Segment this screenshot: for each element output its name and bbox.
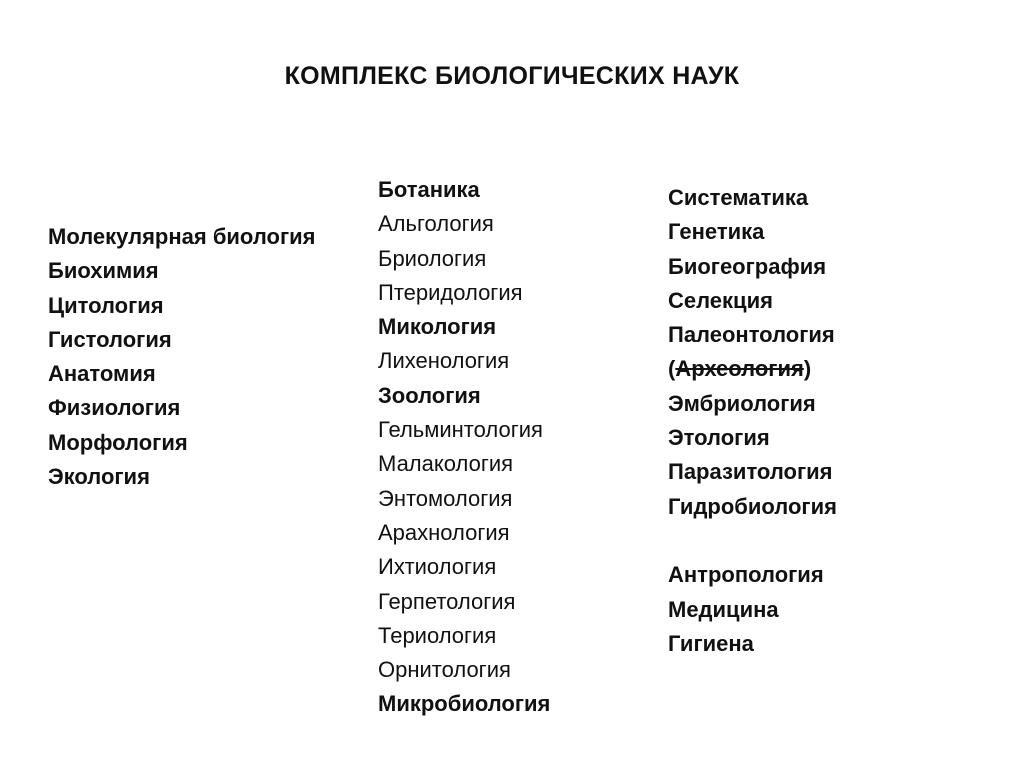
list-item: Альгология — [378, 211, 494, 237]
list-item: Орнитология — [378, 657, 511, 683]
list-item-archaeology — [668, 352, 837, 386]
list-item: Герпетология — [378, 588, 516, 614]
paren-close: ) — [803, 356, 812, 382]
list-item: Антропология — [668, 562, 824, 588]
paren-open: ( — [668, 356, 676, 382]
list-item: Анатомия — [48, 361, 156, 387]
list-item: Паразитология — [668, 459, 833, 485]
list-item: Гельминтология — [378, 417, 543, 443]
list-item: Палеонтология — [668, 322, 835, 348]
list-item: Арахнология — [378, 519, 510, 545]
slide-title: КОМПЛЕКС БИОЛОГИЧЕСКИХ НАУК — [284, 62, 740, 90]
list-item: Гидробиология — [668, 493, 837, 519]
list-item-heading: Микробиология — [378, 691, 551, 717]
list-item: Цитология — [48, 292, 164, 318]
list-item: Селекция — [668, 287, 773, 313]
list-item: Биогеография — [668, 253, 827, 279]
list-item: Морфология — [48, 429, 188, 455]
list-item: Генетика — [668, 219, 765, 245]
list-item: Ихтиология — [378, 554, 497, 580]
list-item: Птеридология — [378, 279, 523, 305]
list-item: Лихенология — [378, 348, 510, 374]
list-item: Эмбриология — [668, 390, 816, 416]
middle-column-list — [378, 173, 550, 722]
list-item: Биохимия — [48, 258, 159, 284]
list-item: Бриология — [378, 245, 487, 271]
struck-text: Археология — [675, 356, 804, 382]
list-item: Медицина — [668, 596, 779, 622]
list-item: Териология — [378, 622, 497, 648]
left-column-list — [48, 220, 315, 494]
list-item: Энтомология — [378, 485, 513, 511]
list-item: Молекулярная биология — [48, 224, 316, 249]
list-item: Этология — [668, 425, 770, 451]
list-item: Систематика — [668, 185, 809, 210]
list-item-heading: Ботаника — [378, 177, 480, 202]
list-item: Физиология — [48, 395, 181, 421]
list-item-heading: Зоология — [378, 382, 481, 408]
list-item: Гигиена — [668, 630, 754, 656]
right-column-list — [668, 181, 837, 661]
list-item: Гистология — [48, 326, 172, 352]
list-item: Экология — [48, 464, 150, 490]
list-item-heading: Микология — [378, 314, 497, 340]
list-item: Малакология — [378, 451, 514, 477]
group-spacer — [668, 524, 837, 558]
